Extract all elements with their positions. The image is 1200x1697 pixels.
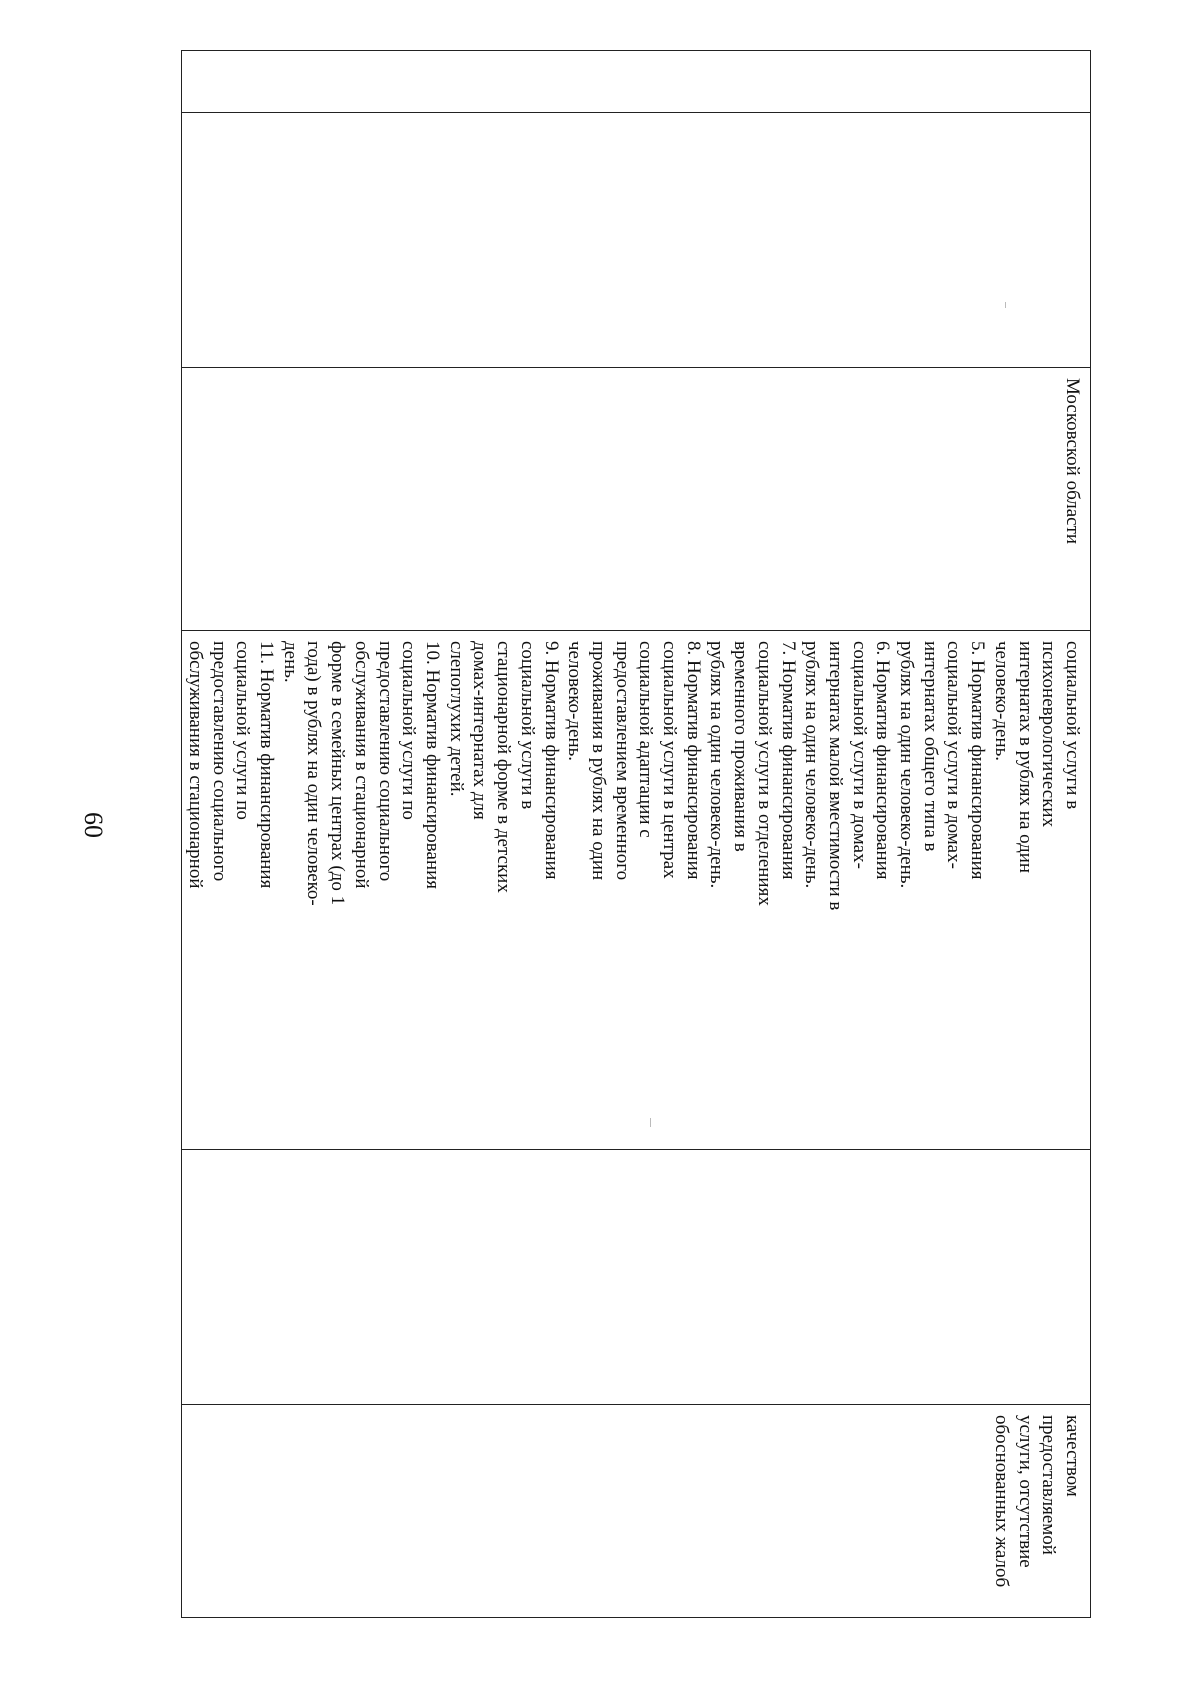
data-table	[181, 50, 1091, 1618]
service-norm-line: стационарной форме в детских	[493, 641, 515, 893]
service-norm-line: рублях на один человеко-день.	[706, 641, 728, 889]
service-norm-line: 5. Норматив финансирования	[967, 641, 989, 880]
service-norm-line: интернатах в рублях на один	[1014, 641, 1036, 874]
service-norm-line: социальной услуги в домах-	[848, 641, 870, 869]
service-norm-line: форме в семейных центрах (до 1	[327, 641, 349, 906]
scan-speck	[1005, 302, 1006, 308]
service-norm-line: слепоглухих детей.	[445, 641, 467, 797]
service-norm-line: 10. Норматив финансирования	[422, 641, 444, 890]
service-norm-line: социальной услуги в	[516, 641, 538, 810]
quality-criteria-line: услуги, отсутствие	[1014, 1415, 1036, 1568]
empty-cell-2	[182, 113, 1091, 368]
service-norm-line: социальной услуги в центрах	[659, 641, 681, 879]
service-norm-line: социальной услуги в отделениях	[753, 641, 775, 906]
service-norm-line: социальной услуги в	[1062, 641, 1083, 810]
service-norm-line: день.	[279, 641, 301, 683]
quality-criteria-line: обоснованных жалоб	[990, 1415, 1012, 1588]
service-norm-line: временного проживания в	[730, 641, 752, 852]
service-norm-line: обслуживания в стационарной	[350, 641, 372, 889]
service-norm-line: проживания в рублях на один	[587, 641, 609, 881]
scan-speck	[650, 1118, 651, 1127]
table-row	[182, 51, 1091, 1618]
region-text: Московской области	[1062, 378, 1083, 545]
quality-criteria-text	[989, 1415, 1084, 1609]
service-norm-line: социальной адаптации с	[635, 641, 657, 838]
service-norm-line: 11. Норматив финансирования	[256, 641, 278, 889]
service-norm-line: рублях на один человеко-день.	[801, 641, 823, 889]
service-norm-line: человеко-день.	[564, 641, 586, 762]
rotated-table-container	[181, 50, 1091, 1617]
service-norm-line: интернатах общего типа в	[919, 641, 941, 852]
empty-cell-1	[182, 51, 1091, 113]
service-norm-line: обслуживания в стационарной	[184, 641, 206, 889]
page-number: 60	[79, 812, 108, 838]
service-norm-line: 6. Норматив финансирования	[872, 641, 894, 880]
service-norms-cell	[182, 631, 1091, 1150]
service-norm-line: психоневрологических	[1038, 641, 1060, 828]
service-norms-text	[183, 641, 1084, 1141]
service-norm-line: 9. Норматив финансирования	[540, 641, 562, 880]
service-norm-line: социальной услуги по	[232, 641, 254, 820]
service-norm-line: года) в рублях на один человеко-	[303, 641, 325, 906]
service-norm-line: 7. Норматив финансирования	[777, 641, 799, 880]
empty-cell-3	[182, 1150, 1091, 1405]
service-norm-line: предоставлением временного	[611, 641, 633, 881]
quality-criteria-line: качеством	[1062, 1415, 1083, 1497]
quality-criteria-line: предоставляемой	[1038, 1415, 1060, 1555]
quality-criteria-cell	[182, 1405, 1091, 1618]
service-norm-line: предоставлению социального	[374, 641, 396, 882]
service-norm-line: 8. Норматив финансирования	[682, 641, 704, 880]
service-norm-line: социальной услуги по	[398, 641, 420, 820]
service-norm-line: социальной услуги в домах-	[943, 641, 965, 869]
service-norm-line: предоставлению социального	[208, 641, 230, 882]
service-norm-line: домах-интернатах для	[469, 641, 491, 820]
service-norm-line: рублях на один человеко-день.	[896, 641, 918, 889]
service-norm-line: интернатах малой вместимости в	[824, 641, 846, 911]
service-norm-line: человеко-день.	[990, 641, 1012, 762]
region-cell	[182, 368, 1091, 631]
